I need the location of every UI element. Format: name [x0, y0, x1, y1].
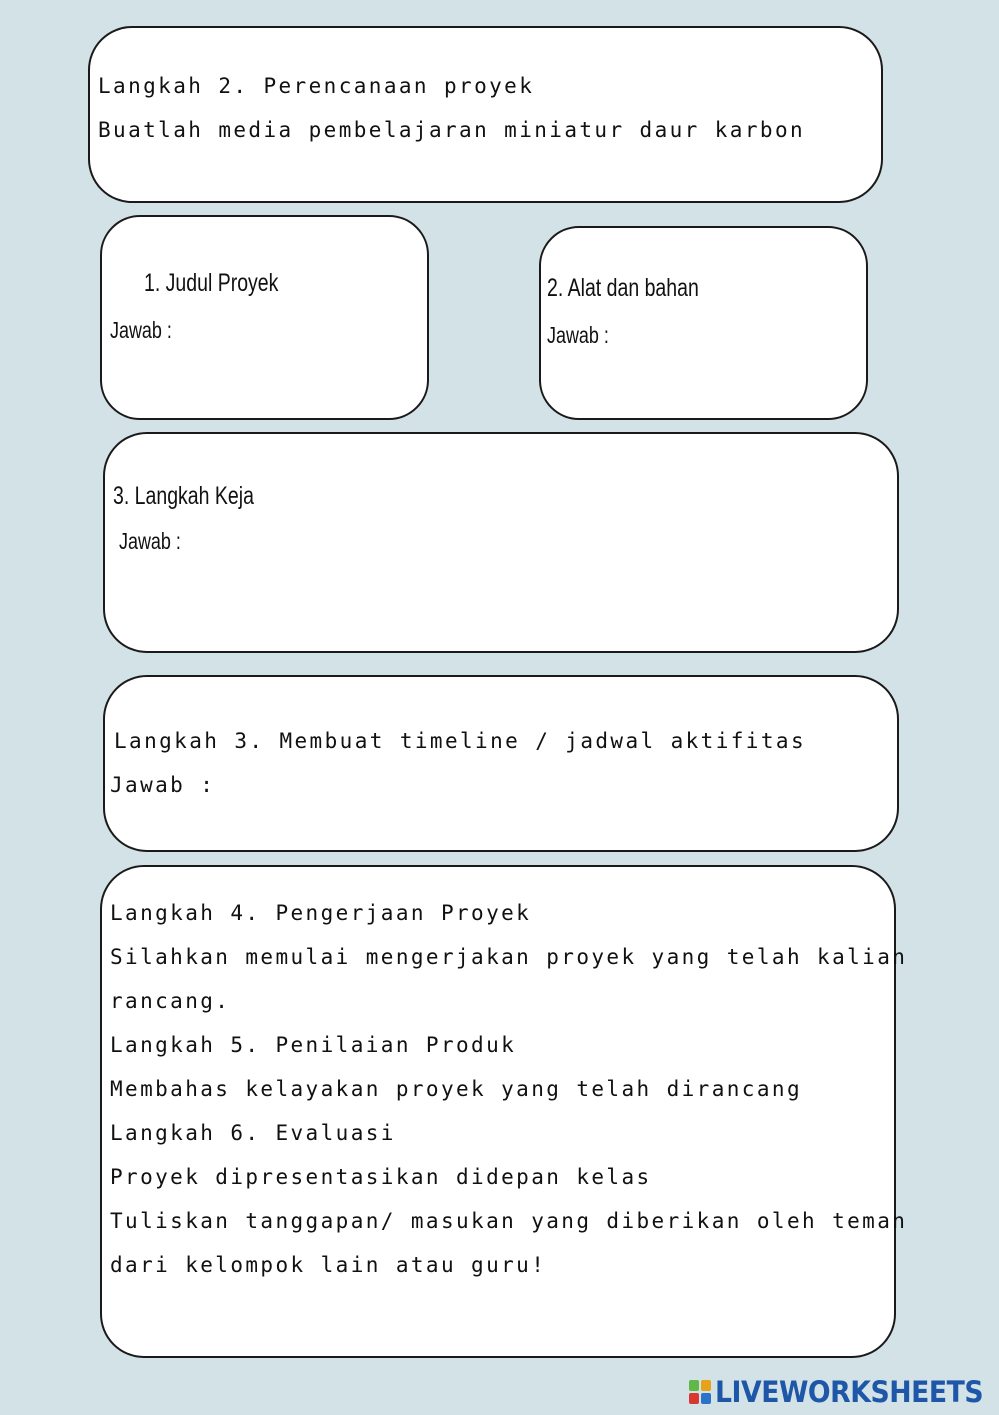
langkah-kerja-panel	[103, 432, 899, 653]
step4-heading: Langkah 4. Pengerjaan Proyek	[110, 901, 532, 925]
alat-title: 2. Alat dan bahan	[547, 274, 699, 302]
liveworksheets-logo[interactable]	[689, 1374, 999, 1410]
langkah-kerja-answer-label: Jawab :	[119, 528, 181, 554]
judul-panel	[100, 215, 429, 420]
steps-4-6-panel	[100, 865, 908, 1358]
step5-desc: Membahas kelayakan proyek yang telah dirancang	[110, 1077, 802, 1101]
step6-desc2-line1: Tuliskan tanggapan/ masukan yang diberikan oleh teman	[110, 1209, 908, 1233]
step3-panel	[103, 675, 899, 852]
step2-heading: Langkah 2. Perencanaan proyek	[98, 74, 535, 98]
step2-instruction: Buatlah media pembelajaran miniatur daur karbon	[98, 118, 806, 142]
step3-answer-label: Jawab :	[110, 773, 216, 797]
step4-desc-line1: Silahkan memulai mengerjakan proyek yang telah kalian	[110, 945, 908, 969]
step4-desc-line2: rancang.	[110, 989, 231, 1013]
step6-desc2-line2: dari kelompok lain atau guru!	[110, 1253, 547, 1277]
liveworksheets-logo-text: LIVEWORKSHEETS	[715, 1375, 984, 1409]
liveworksheets-logo-icon	[689, 1380, 711, 1404]
langkah-kerja-title: 3. Langkah Keja	[113, 482, 254, 510]
step5-heading: Langkah 5. Penilaian Produk	[110, 1033, 517, 1057]
alat-panel	[539, 226, 868, 420]
step6-heading: Langkah 6. Evaluasi	[110, 1121, 396, 1145]
step3-heading: Langkah 3. Membuat timeline / jadwal aktifitas	[114, 729, 806, 753]
step2-panel	[88, 26, 883, 203]
alat-answer-label: Jawab :	[547, 322, 609, 348]
judul-title: 1. Judul Proyek	[144, 269, 279, 297]
judul-answer-label: Jawab :	[110, 317, 172, 343]
step6-desc1: Proyek dipresentasikan didepan kelas	[110, 1165, 652, 1189]
